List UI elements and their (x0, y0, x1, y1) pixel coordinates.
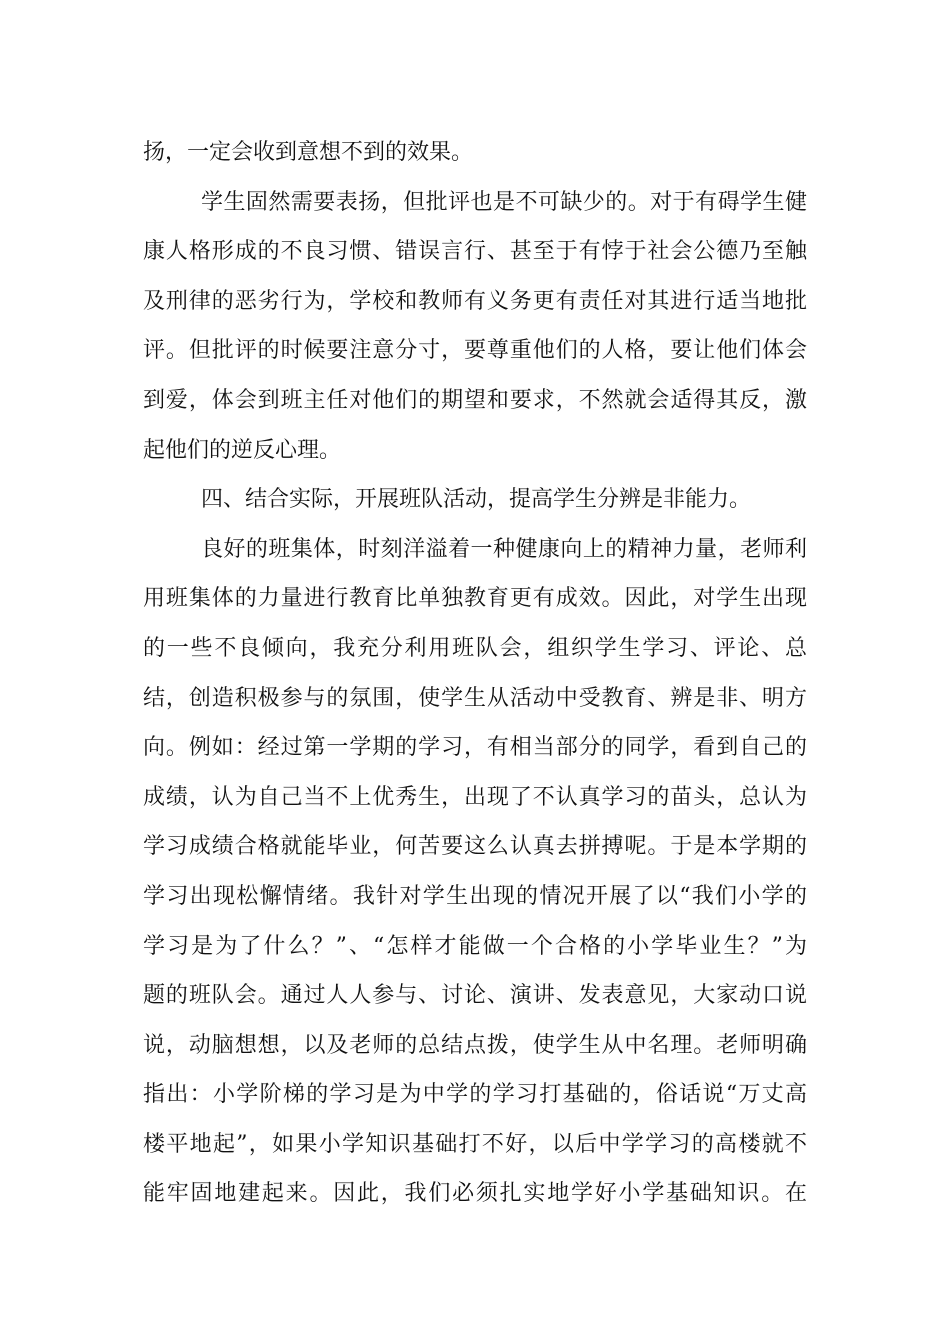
text-line: 学生固然需要表扬，但批评也是不可缺少的。对于有碍学生健 (201, 189, 807, 215)
body-text (143, 128, 807, 1219)
text-line: 康人格形成的不良习惯、错误言行、甚至于有悖于社会公德乃至触 (143, 239, 807, 265)
text-line: 起他们的逆反心理。 (143, 437, 342, 463)
text-line: 学习成绩合格就能毕业，何苦要这么认真去拼搏呢。于是本学期的 (143, 834, 807, 860)
text-line: 到爱，体会到班主任对他们的期望和要求，不然就会适得其反，激 (143, 387, 807, 413)
text-line: 学习是为了什么？”、“怎样才能做一个合格的小学毕业生？”为 (143, 933, 807, 959)
text-line: 题的班队会。通过人人参与、讨论、演讲、发表意见，大家动口说 (143, 983, 807, 1009)
section-heading: 四、结合实际，开展班队活动，提高学生分辨是非能力。 (201, 487, 752, 513)
text-line: 指出：小学阶梯的学习是为中学的学习打基础的，俗话说“万丈高 (143, 1082, 807, 1108)
text-line: 成绩，认为自己当不上优秀生，出现了不认真学习的苗头，总认为 (143, 784, 807, 810)
text-line: 及刑律的恶劣行为，学校和教师有义务更有责任对其进行适当地批 (143, 288, 807, 314)
text-line: 楼平地起”，如果小学知识基础打不好，以后中学学习的高楼就不 (143, 1131, 807, 1157)
text-line: 能牢固地建起来。因此，我们必须扎实地学好小学基础知识。在 (143, 1181, 807, 1207)
text-line: 良好的班集体，时刻洋溢着一种健康向上的精神力量，老师利 (201, 536, 807, 562)
text-line: 评。但批评的时候要注意分寸，要尊重他们的人格，要让他们体会 (143, 338, 807, 364)
text-line: 说，动脑想想，以及老师的总结点拨，使学生从中名理。老师明确 (143, 1032, 807, 1058)
text-line: 用班集体的力量进行教育比单独教育更有成效。因此，对学生出现 (143, 586, 807, 612)
text-line: 向。例如：经过第一学期的学习，有相当部分的同学，看到自己的 (143, 735, 807, 761)
text-line: 结，创造积极参与的氛围，使学生从活动中受教育、辨是非、明方 (143, 685, 807, 711)
text-line: 学习出现松懈情绪。我针对学生出现的情况开展了以“我们小学的 (143, 883, 807, 909)
text-line: 的一些不良倾向，我充分利用班队会，组织学生学习、评论、总 (143, 635, 807, 661)
text-line: 扬，一定会收到意想不到的效果。 (143, 140, 474, 165)
